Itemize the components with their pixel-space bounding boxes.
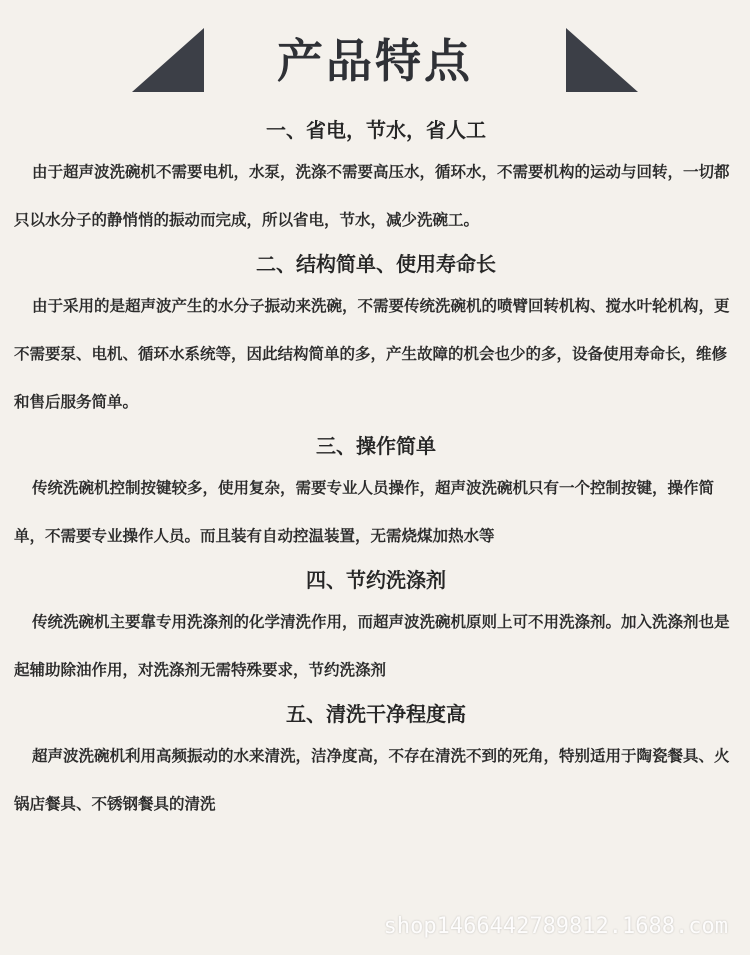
- section-body: 超声波洗碗机利用高频振动的水来清洗，洁净度高，不存在清洗不到的死角，特别适用于陶瓷餐具、火锅店餐具、不锈钢餐具的清洗: [14, 747, 730, 813]
- section-body: 由于超声波洗碗机不需要电机，水泵，洗涤不需要高压水，循环水，不需要机构的运动与回转，一切都只以水分子的静悄悄的振动而完成，所以省电，节水，减少洗碗工。: [14, 163, 730, 229]
- section-heading: 一、省电，节水，省人工: [266, 118, 486, 142]
- features-content: [14, 112, 738, 830]
- section-heading: 二、结构简单、使用寿命长: [256, 252, 496, 276]
- feature-section-1: [14, 112, 738, 244]
- feature-section-3: [14, 428, 738, 560]
- section-heading: 三、操作简单: [316, 434, 436, 458]
- section-body: 由于采用的是超声波产生的水分子振动来洗碗，不需要传统洗碗机的喷臂回转机构、搅水叶轮机构，更不需要泵、电机、循环水系统等，因此结构简单的多，产生故障的机会也少的多，设备使用寿命长，维修和售后服务简单。: [14, 297, 730, 411]
- section-heading: 五、清洗干净程度高: [286, 702, 466, 726]
- feature-section-5: [14, 696, 738, 828]
- feature-section-4: [14, 562, 738, 694]
- section-body: 传统洗碗机主要靠专用洗涤剂的化学清洗作用，而超声波洗碗机原则上可不用洗涤剂。加入洗涤剂也是起辅助除油作用，对洗涤剂无需特殊要求，节约洗涤剂: [14, 613, 730, 679]
- feature-section-2: [14, 246, 738, 426]
- section-body: 传统洗碗机控制按键较多，使用复杂，需要专业人员操作，超声波洗碗机只有一个控制按键，操作简单，不需要专业操作人员。而且装有自动控温装置，无需烧煤加热水等: [14, 479, 715, 545]
- page-title: 产品特点: [277, 34, 473, 88]
- shop-watermark: shop1466442789812.1688.com: [383, 914, 728, 939]
- section-heading: 四、节约洗涤剂: [306, 568, 446, 592]
